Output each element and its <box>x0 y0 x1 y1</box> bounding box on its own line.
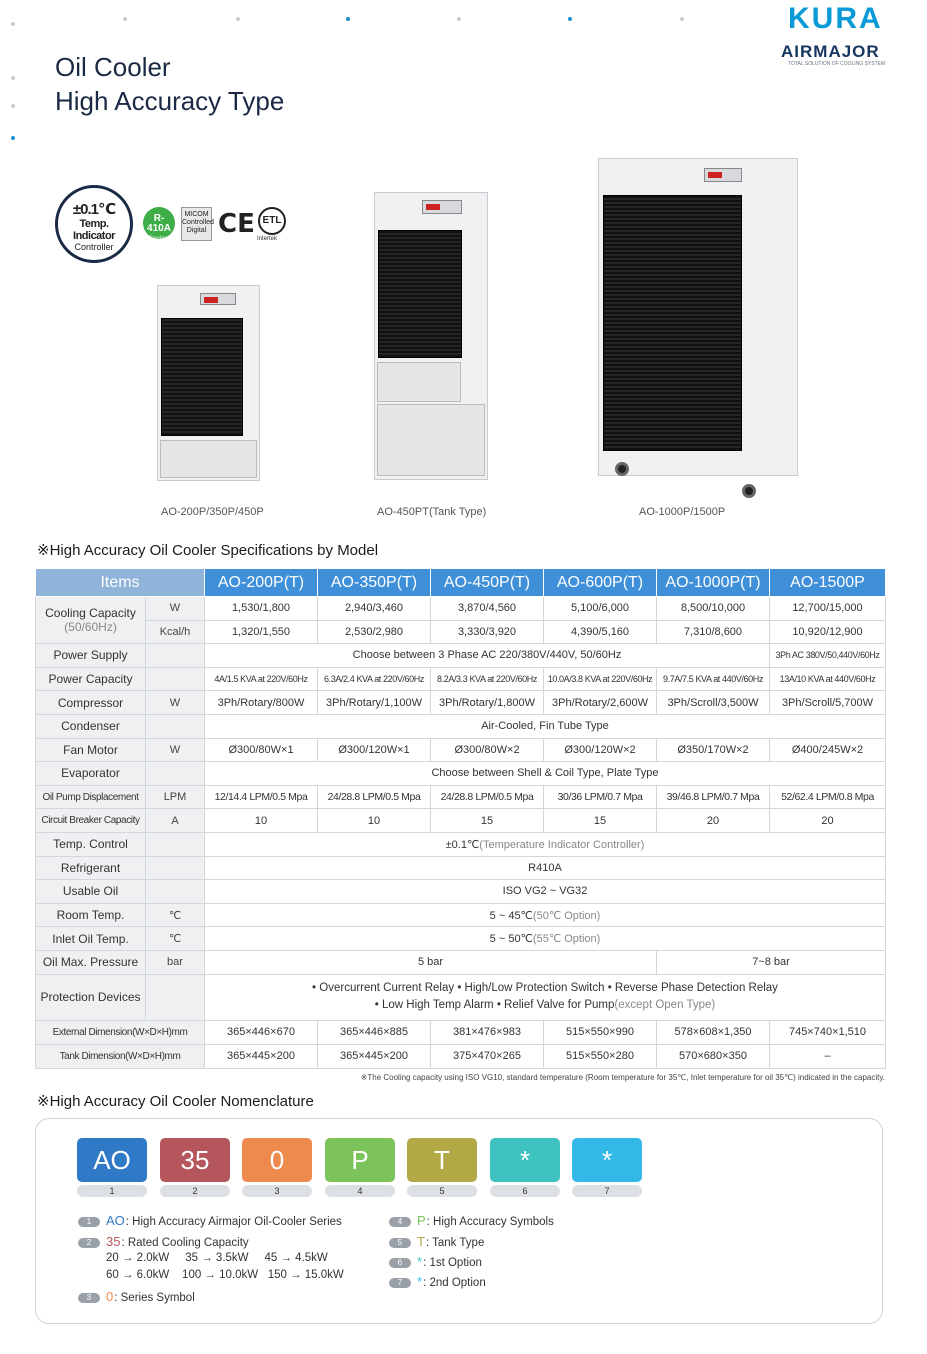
unit-cell: ℃ <box>146 903 205 927</box>
table-cell: 1,320/1,550 <box>205 620 318 644</box>
table-cell: 10 <box>318 809 431 833</box>
decor-dot <box>346 17 350 21</box>
legend-code: 0 <box>106 1289 114 1304</box>
spec-table <box>35 568 886 1069</box>
oil-pressure-label: Oil Max. Pressure <box>36 950 146 974</box>
brand-logo <box>778 2 913 68</box>
legend-pill: 7 <box>389 1278 411 1288</box>
logo-tagline: TOTAL SOLUTION OF COOLING SYSTEM <box>788 61 886 67</box>
condenser-label: Condenser <box>36 714 146 738</box>
table-cell: 13A/10 KVA at 440V/60Hz <box>770 667 886 691</box>
table-cell: 570×680×350 <box>657 1044 770 1068</box>
legend-item-1 <box>78 1213 342 1228</box>
unit-cell <box>146 714 205 738</box>
nomenclature-heading: ※High Accuracy Oil Cooler Nomenclature <box>37 1093 314 1110</box>
unit-cell <box>146 880 205 904</box>
unit-cell <box>146 832 205 856</box>
code-number: 5 <box>407 1185 477 1197</box>
micom-badge <box>181 207 212 241</box>
temp-control-label: Temp. Control <box>36 832 146 856</box>
legend-text: : 1st Option <box>423 1257 482 1269</box>
title-line-2: High Accuracy Type <box>55 86 285 116</box>
code-number: 3 <box>242 1185 312 1197</box>
r410a-sub: Coolant <box>148 236 170 242</box>
table-cell: 3Ph AC 380V/50,440V/60Hz <box>770 644 886 668</box>
r410a-text: R-410A <box>147 213 171 234</box>
legend-pill: 3 <box>78 1293 100 1303</box>
table-cell: 10,920/12,900 <box>770 620 886 644</box>
table-cell: Ø300/120W×2 <box>544 738 657 762</box>
table-row <box>36 974 886 1020</box>
table-cell: 8,500/10,000 <box>657 597 770 621</box>
temp-badge-value: ±0.1℃ <box>72 201 116 218</box>
table-cell: 5 bar <box>205 950 657 974</box>
decor-dot <box>11 76 15 80</box>
table-cell: 578×608×1,350 <box>657 1020 770 1044</box>
table-cell: 381×476×983 <box>431 1020 544 1044</box>
legend-text: : High Accuracy Symbols <box>426 1216 554 1228</box>
power-capacity-label: Power Capacity <box>36 667 146 691</box>
table-cell: 2,940/3,460 <box>318 597 431 621</box>
table-row <box>36 1044 886 1068</box>
room-temp-value: 5 ~ 45℃ <box>489 909 533 922</box>
etl-mark: ETL <box>258 207 286 235</box>
inlet-oil-value: 5 ~ 50℃ <box>489 933 533 946</box>
model-header: AO-200P(T) <box>205 569 318 597</box>
table-cell: 24/28.8 LPM/0.5 Mpa <box>318 785 431 809</box>
oil-pump-label: Oil Pump Displacement <box>36 785 146 809</box>
code-number: 2 <box>160 1185 230 1197</box>
temp-control-note: (Temperature Indicator Controller) <box>479 838 645 851</box>
table-cell: 365×445×200 <box>205 1044 318 1068</box>
table-cell: 3Ph/Rotary/1,800W <box>431 691 544 715</box>
unit-cell <box>146 667 205 691</box>
table-cell: 515×550×280 <box>544 1044 657 1068</box>
table-cell: Ø300/80W×1 <box>205 738 318 762</box>
logo-kura: KURA <box>788 2 883 35</box>
table-row <box>36 762 886 786</box>
unit-cell: A <box>146 809 205 833</box>
capacity-mapping-row-1: 20 → 2.0kW 35 → 3.5kW 45 → 4.5kW <box>106 1252 328 1264</box>
legend-pill: 6 <box>389 1258 411 1268</box>
decor-dot <box>11 22 15 26</box>
unit-cell: LPM <box>146 785 205 809</box>
legend-text: : High Accuracy Airmajor Oil-Cooler Series <box>125 1216 342 1228</box>
table-cell: Ø400/245W×2 <box>770 738 886 762</box>
power-supply-label: Power Supply <box>36 644 146 668</box>
unit-cell <box>146 762 205 786</box>
temp-control-value: ±0.1℃ <box>445 838 480 851</box>
table-row <box>36 738 886 762</box>
unit-cell: bar <box>146 950 205 974</box>
protection-line-1: • Overcurrent Current Relay • High/Low Protection Switch • Reverse Phase Detection Relay <box>312 982 778 994</box>
product-caption-2: AO-450PT(Tank Type) <box>377 506 487 518</box>
legend-item-7 <box>389 1274 486 1289</box>
table-cell: 3,330/3,920 <box>431 620 544 644</box>
title-line-1: Oil Cooler <box>55 52 171 82</box>
unit-cell <box>146 644 205 668</box>
table-cell: 365×445×200 <box>318 1044 431 1068</box>
table-header-row <box>36 569 886 597</box>
model-header: AO-450P(T) <box>431 569 544 597</box>
table-cell: 39/46.8 LPM/0.7 Mpa <box>657 785 770 809</box>
table-cell: 7,310/8,600 <box>657 620 770 644</box>
table-cell: 365×446×670 <box>205 1020 318 1044</box>
room-temp-note: (50℃ Option) <box>532 909 601 922</box>
table-row <box>36 785 886 809</box>
legend-code: 35 <box>106 1234 121 1249</box>
table-row <box>36 620 886 644</box>
table-cell <box>205 974 886 1020</box>
table-cell: 745×740×1,510 <box>770 1020 886 1044</box>
table-cell: – <box>770 1044 886 1068</box>
code-number: 6 <box>490 1185 560 1197</box>
ce-mark: CE <box>218 209 255 239</box>
table-row <box>36 950 886 974</box>
legend-code: * <box>417 1254 423 1269</box>
table-cell: ISO VG2 ~ VG32 <box>205 880 886 904</box>
model-header: AO-350P(T) <box>318 569 431 597</box>
temp-controller-badge <box>55 185 133 263</box>
table-cell: Choose between 3 Phase AC 220/380V/440V, 50/60Hz <box>205 644 770 668</box>
ext-dim-label: External Dimension(W×D×H)mm <box>36 1020 205 1044</box>
table-cell: 5,100/6,000 <box>544 597 657 621</box>
table-row <box>36 832 886 856</box>
table-row <box>36 644 886 668</box>
model-header: AO-1500P <box>770 569 886 597</box>
table-cell: Air-Cooled, Fin Tube Type <box>205 714 886 738</box>
legend-text: : Rated Cooling Capacity <box>121 1237 249 1249</box>
legend-text: : 2nd Option <box>423 1277 486 1289</box>
table-cell: 3Ph/Rotary/1,100W <box>318 691 431 715</box>
legend-text: : Series Symbol <box>114 1292 195 1304</box>
micom-line-1: MICOM <box>184 211 209 218</box>
table-cell: 4A/1.5 KVA at 220V/60Hz <box>205 667 318 691</box>
code-box-series: 0 <box>242 1138 312 1182</box>
legend-item-6 <box>389 1254 482 1269</box>
product-caption-3: AO-1000P/1500P <box>639 506 726 518</box>
decor-dot <box>123 17 127 21</box>
code-number: 4 <box>325 1185 395 1197</box>
capacity-mapping-row-2: 60 → 6.0kW 100 → 10.0kW 150 → 15.0kW <box>106 1269 344 1281</box>
cooling-capacity-label <box>36 597 146 644</box>
unit-cell: ℃ <box>146 927 205 951</box>
code-box-accuracy: P <box>325 1138 395 1182</box>
table-cell: 3,870/4,560 <box>431 597 544 621</box>
breaker-label: Circuit Breaker Capacity <box>36 809 146 833</box>
unit-cell: W <box>146 738 205 762</box>
code-box-tank: T <box>407 1138 477 1182</box>
table-cell: 12/14.4 LPM/0.5 Mpa <box>205 785 318 809</box>
table-cell: 3Ph/Rotary/2,600W <box>544 691 657 715</box>
table-cell: 375×470×265 <box>431 1044 544 1068</box>
table-row <box>36 691 886 715</box>
r410a-badge <box>143 207 175 242</box>
table-row <box>36 856 886 880</box>
tank-dim-label: Tank Dimension(W×D×H)mm <box>36 1044 205 1068</box>
legend-code: T <box>417 1234 425 1249</box>
table-cell: 12,700/15,000 <box>770 597 886 621</box>
table-cell: 20 <box>770 809 886 833</box>
code-box-option-1: * <box>490 1138 560 1182</box>
temp-badge-label: Temp. Indicator <box>73 218 115 242</box>
table-cell: 20 <box>657 809 770 833</box>
table-cell: Ø350/170W×2 <box>657 738 770 762</box>
table-row <box>36 927 886 951</box>
legend-item-2 <box>78 1234 249 1249</box>
table-cell: 15 <box>431 809 544 833</box>
table-cell <box>205 832 886 856</box>
unit-cell <box>146 974 205 1020</box>
table-row <box>36 1020 886 1044</box>
unit-cell <box>146 856 205 880</box>
items-header: Items <box>36 569 205 597</box>
legend-code: P <box>417 1213 426 1228</box>
micom-line-2: Controlled <box>182 219 214 226</box>
evaporator-label: Evaporator <box>36 762 146 786</box>
table-cell: 3Ph/Scroll/5,700W <box>770 691 886 715</box>
table-cell: Choose between Shell & Coil Type, Plate Type <box>205 762 886 786</box>
table-row <box>36 903 886 927</box>
inlet-oil-label: Inlet Oil Temp. <box>36 927 146 951</box>
table-cell: 30/36 LPM/0.7 Mpa <box>544 785 657 809</box>
legend-item-3 <box>78 1289 195 1304</box>
micom-line-3: Digital <box>186 227 207 234</box>
decor-dot <box>11 136 15 140</box>
table-cell: 515×550×990 <box>544 1020 657 1044</box>
table-cell: 1,530/1,800 <box>205 597 318 621</box>
legend-item-4 <box>389 1213 554 1228</box>
decor-dot <box>680 17 684 21</box>
legend-code: AO <box>106 1213 125 1228</box>
decor-dot <box>11 104 15 108</box>
table-cell: 10.0A/3.8 KVA at 220V/60Hz <box>544 667 657 691</box>
table-cell: 24/28.8 LPM/0.5 Mpa <box>431 785 544 809</box>
legend-item-5 <box>389 1234 484 1249</box>
code-box-capacity: 35 <box>160 1138 230 1182</box>
cooling-label-line-1: Cooling Capacity <box>45 606 136 621</box>
page-title <box>55 50 284 118</box>
table-cell: Ø300/120W×1 <box>318 738 431 762</box>
logo-airmajor: AIRMAJOR <box>781 42 880 61</box>
protection-line-2: • Low High Temp Alarm • Relief Valve for Pump <box>374 999 615 1011</box>
table-cell: 4,390/5,160 <box>544 620 657 644</box>
capacity-note: ※The Cooling capacity using ISO VG10, standard temperature (Room temperature for 35℃, Inlet temperature for oil 35℃) indicated in the capacity. <box>360 1073 885 1082</box>
legend-pill: 4 <box>389 1217 411 1227</box>
legend-text: : Tank Type <box>425 1237 485 1249</box>
code-number: 7 <box>572 1185 642 1197</box>
table-cell: 3Ph/Scroll/3,500W <box>657 691 770 715</box>
table-cell: Ø300/80W×2 <box>431 738 544 762</box>
decor-dot <box>568 17 572 21</box>
legend-pill: 2 <box>78 1238 100 1248</box>
unit-cell: Kcal/h <box>146 620 205 644</box>
temp-badge-sub: Controller <box>74 242 114 252</box>
model-header: AO-1000P(T) <box>657 569 770 597</box>
code-number: 1 <box>77 1185 147 1197</box>
table-cell: 2,530/2,980 <box>318 620 431 644</box>
table-row <box>36 809 886 833</box>
unit-cell: W <box>146 691 205 715</box>
product-caption-1: AO-200P/350P/450P <box>161 506 264 518</box>
cooling-label-line-2: (50/60Hz) <box>64 620 117 635</box>
legend-pill: 5 <box>389 1238 411 1248</box>
table-cell: 3Ph/Rotary/800W <box>205 691 318 715</box>
compressor-label: Compressor <box>36 691 146 715</box>
table-row <box>36 714 886 738</box>
table-cell: 6.3A/2.4 KVA at 220V/60Hz <box>318 667 431 691</box>
fan-motor-label: Fan Motor <box>36 738 146 762</box>
table-cell: 15 <box>544 809 657 833</box>
legend-pill: 1 <box>78 1217 100 1227</box>
code-box-ao: AO <box>77 1138 147 1182</box>
intertek-label: Intertek <box>257 236 278 242</box>
code-box-option-2: * <box>572 1138 642 1182</box>
model-header: AO-600P(T) <box>544 569 657 597</box>
table-cell: 9.7A/7.5 KVA at 440V/60Hz <box>657 667 770 691</box>
table-cell: 8.2A/3.3 KVA at 220V/60Hz <box>431 667 544 691</box>
table-cell <box>205 927 886 951</box>
refrigerant-label: Refrigerant <box>36 856 146 880</box>
room-temp-label: Room Temp. <box>36 903 146 927</box>
table-cell: R410A <box>205 856 886 880</box>
table-cell: 365×446×885 <box>318 1020 431 1044</box>
table-row <box>36 880 886 904</box>
table-cell <box>205 903 886 927</box>
table-row <box>36 597 886 621</box>
table-cell: 10 <box>205 809 318 833</box>
spec-heading: ※High Accuracy Oil Cooler Specifications by Model <box>37 542 379 559</box>
legend-code: * <box>417 1274 423 1289</box>
decor-dot <box>457 17 461 21</box>
usable-oil-label: Usable Oil <box>36 880 146 904</box>
table-cell: 52/62.4 LPM/0.8 Mpa <box>770 785 886 809</box>
table-cell: 7~8 bar <box>657 950 886 974</box>
unit-cell: W <box>146 597 205 621</box>
protection-note: (except Open Type) <box>614 999 716 1011</box>
decor-dot <box>236 17 240 21</box>
table-row <box>36 667 886 691</box>
protection-label: Protection Devices <box>36 974 146 1020</box>
inlet-oil-note: (55℃ Option) <box>532 933 601 946</box>
